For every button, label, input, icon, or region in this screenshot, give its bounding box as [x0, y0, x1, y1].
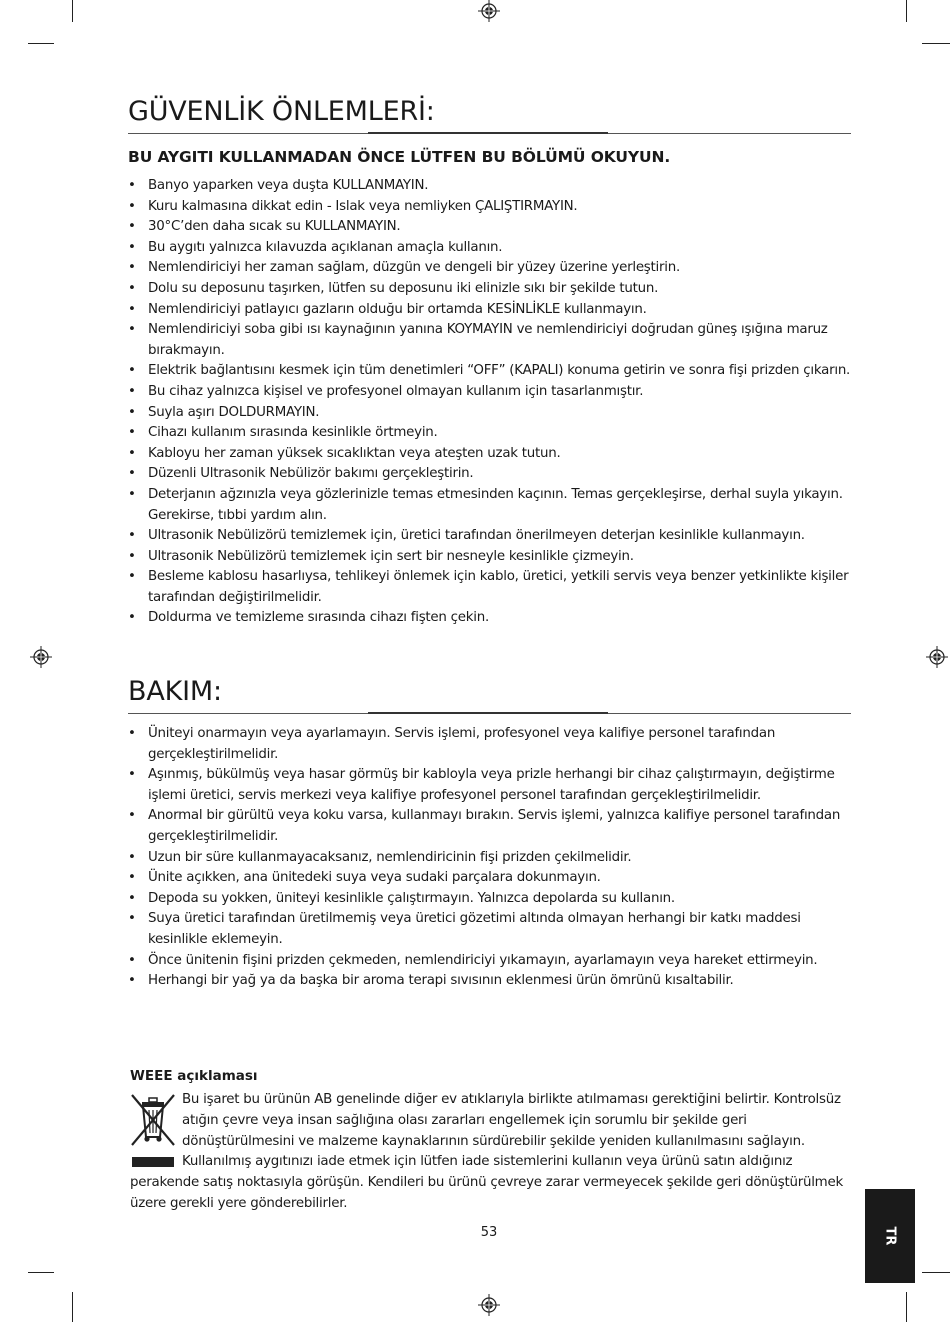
safety-item: • 30°C’den daha sıcak su KULLANMAYIN. — [128, 217, 852, 238]
weee-text: Bu işaret bu ürünün AB genelinde diğer ev atıklarıyla birlikte atılmaması gerektiğini belirtir. Kontrolsüz atığın çevre veya insan sağlığına olası zararları engellemek için sorumlu bir şekilde geri dönüştürülmesini ve malzeme kaynaklarının sürdürebilir şekilde yeniden kullanılmasını sağlayın. Kullanılmış aygıtınızı iade etmek için lütfen iade sistemlerini kullanın veya ürünü satın aldığınız perakende satış noktasıyla görüşün. Kendileri bu ürünü çevreye zarar vermeyecek şekilde geri dönüştürülmek üzere gerekli yere gönderebilirler. — [130, 1092, 843, 1211]
section-divider — [128, 133, 851, 134]
crop-mark — [922, 43, 950, 44]
registration-mark-icon — [478, 0, 500, 22]
language-tab-label: TR — [882, 1226, 898, 1246]
safety-item: • Elektrik bağlantısını kesmek için tüm denetimleri “OFF” (KAPALI) konuma getirin ve sonra fişi prizden çıkarın. — [128, 361, 852, 382]
crop-mark — [28, 1272, 54, 1273]
crop-mark — [72, 0, 73, 22]
icon-spacer — [130, 1090, 182, 1172]
weee-title: WEEE açıklaması — [130, 1068, 258, 1084]
safety-item: • Kabloyu her zaman yüksek sıcaklıktan veya ateşten uzak tutun. — [128, 444, 852, 465]
safety-item: • Kuru kalmasına dikkat edin - Islak veya nemliyken ÇALIŞTIRMAYIN. — [128, 197, 852, 218]
safety-item: • Düzenli Ultrasonik Nebülizör bakımı gerçekleştirin. — [128, 464, 852, 485]
registration-mark-icon — [30, 646, 52, 668]
safety-item: • Bu cihaz yalnızca kişisel ve profesyonel olmayan kullanım için tasarlanmıştır. — [128, 382, 852, 403]
maintenance-item: • Önce ünitenin fişini prizden çekmeden, nemlendiriciyi yıkamayın, ayarlamayın veya hareket ettirmeyin. — [128, 951, 852, 972]
crop-mark — [906, 1292, 907, 1322]
safety-item: • Doldurma ve temizleme sırasında cihazı fişten çekin. — [128, 608, 852, 629]
safety-subtitle: BU AYGITI KULLANMADAN ÖNCE LÜTFEN BU BÖLÜMÜ OKUYUN. — [128, 148, 671, 166]
maintenance-item: • Herhangi bir yağ ya da başka bir aroma terapi sıvısının eklenmesi ürün ömrünü kısaltabilir. — [128, 971, 852, 992]
safety-item: • Besleme kablosu hasarlıysa, tehlikeyi önlemek için kablo, üretici, yetkili servis veya benzer yetkinlikte kişiler tarafından değiştirilmelidir. — [128, 567, 852, 608]
crop-mark — [906, 0, 907, 22]
safety-item: • Cihazı kullanım sırasında kesinlikle örtmeyin. — [128, 423, 852, 444]
maintenance-item: • Uzun bir süre kullanmayacaksanız, nemlendiricinin fişi prizden çekilmelidir. — [128, 848, 852, 869]
safety-item: • Nemlendiriciyi patlayıcı gazların olduğu bir ortamda KESİNLİKLE kullanmayın. — [128, 300, 852, 321]
maintenance-item: • Depoda su yokken, üniteyi kesinlikle çalıştırmayın. Yalnızca depolarda su kullanın. — [128, 889, 852, 910]
registration-mark-icon — [478, 1294, 500, 1316]
crop-mark — [72, 1292, 73, 1322]
safety-item: • Nemlendiriciyi soba gibi ısı kaynağının yanına KOYMAYIN ve nemlendiriciyi doğrudan güneş ışığına maruz bırakmayın. — [128, 320, 852, 361]
safety-item: • Banyo yaparken veya duşta KULLANMAYIN. — [128, 176, 852, 197]
maintenance-title: BAKIM: — [128, 676, 222, 707]
maintenance-item: • Ünite açıkken, ana ünitedeki suya veya sudaki parçalara dokunmayın. — [128, 868, 852, 889]
maintenance-item: • Üniteyi onarmayın veya ayarlamayın. Servis işlemi, profesyonel veya kalifiye personel tarafından gerçekleştirilmelidir. — [128, 724, 852, 765]
registration-mark-icon — [926, 646, 948, 668]
crop-mark — [28, 43, 54, 44]
section-divider — [128, 713, 851, 714]
safety-item: • Dolu su deposunu taşırken, lütfen su deposunu iki elinizle sıkı bir şekilde tutun. — [128, 279, 852, 300]
maintenance-list — [128, 724, 852, 992]
safety-title: GÜVENLİK ÖNLEMLERİ: — [128, 96, 435, 127]
safety-item: • Bu aygıtı yalnızca kılavuzda açıklanan amaçla kullanın. — [128, 238, 852, 259]
language-tab — [865, 1189, 915, 1283]
safety-item: • Suyla aşırı DOLDURMAYIN. — [128, 403, 852, 424]
maintenance-item: • Anormal bir gürültü veya koku varsa, kullanmayı bırakın. Servis işlemi, yalnızca kalifiye personel tarafından gerçekleştirilmelidir. — [128, 806, 852, 847]
safety-list — [128, 176, 852, 629]
safety-item: • Deterjanın ağzınızla veya gözlerinizle temas etmesinden kaçının. Temas gerçekleşirse, derhal suyla yıkayın. Gerekirse, tıbbi yardım alın. — [128, 485, 852, 526]
maintenance-item: • Suya üretici tarafından üretilmemiş veya üretici gözetimi altında olmayan herhangi bir katkı maddesi kesinlikle eklemeyin. — [128, 909, 852, 950]
safety-item: • Ultrasonik Nebülizörü temizlemek için sert bir nesneyle kesinlikle çizmeyin. — [128, 547, 852, 568]
page-number: 53 — [480, 1225, 498, 1240]
safety-item: • Ultrasonik Nebülizörü temizlemek için, üretici tarafından önerilmeyen deterjan kesinlikle kullanmayın. — [128, 526, 852, 547]
maintenance-item: • Aşınmış, bükülmüş veya hasar görmüş bir kabloyla veya prizle herhangi bir cihaz çalıştırmayın, değiştirme işlemi üretici, servis merkezi veya kalifiye profesyonel personel tarafından gerçekleştirilmelidir. — [128, 765, 852, 806]
weee-description — [130, 1090, 854, 1215]
crop-mark — [922, 1272, 950, 1273]
safety-item: • Nemlendiriciyi her zaman sağlam, düzgün ve dengeli bir yüzey üzerine yerleştirin. — [128, 258, 852, 279]
